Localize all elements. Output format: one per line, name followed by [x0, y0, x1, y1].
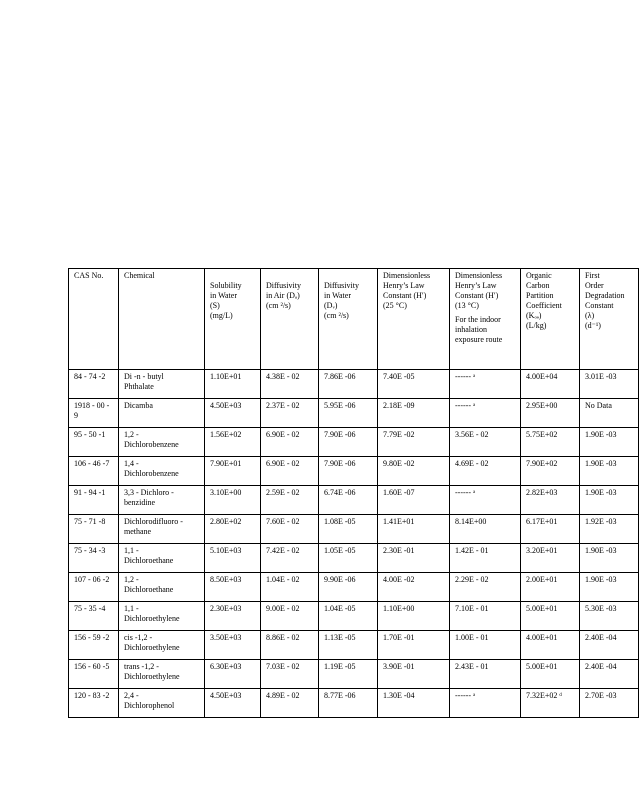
solubility-cell: 1.10E+01	[205, 370, 261, 399]
henry-25c-cell: 2.30E -01	[378, 544, 450, 573]
solubility-cell: 2.80E+02	[205, 515, 261, 544]
chemical-cell	[119, 631, 205, 660]
henry-25c-cell: 9.80E -02	[378, 457, 450, 486]
koc-cell: 3.20E+01	[521, 544, 580, 573]
header-chemical: Chemical	[119, 269, 205, 370]
diffusivity-water-cell: 5.95E -06	[319, 399, 378, 428]
diffusivity-air-cell: 2.59E - 02	[261, 486, 319, 515]
koc-cell: 7.32E+02 ᵈ	[521, 689, 580, 718]
chemical-name-line: 1,4 -	[124, 459, 139, 468]
chemical-name-line: Dichloroethane	[124, 556, 174, 565]
table-row	[69, 602, 639, 631]
chemical-name-line: benzidine	[124, 498, 156, 507]
chemical-name-line: trans -1,2 -	[124, 662, 159, 671]
solubility-cell: 7.90E+01	[205, 457, 261, 486]
diffusivity-water-cell: 7.86E -06	[319, 370, 378, 399]
cas-cell: 75 - 71 -8	[69, 515, 119, 544]
henry-25c-cell: 4.00E -02	[378, 573, 450, 602]
diffusivity-air-cell: 2.37E - 02	[261, 399, 319, 428]
chemical-name-line: Dichloroethane	[124, 585, 174, 594]
chemical-name-line: Phthalate	[124, 382, 154, 391]
degradation-cell: 1.92E -03	[580, 515, 639, 544]
henry-13c-cell: 2.29E - 02	[450, 573, 521, 602]
header-diffusivity-water: Diffusivity in Water (Dᵥ) (cm ²/s)	[319, 269, 378, 370]
henry-25c-cell: 1.60E -07	[378, 486, 450, 515]
diffusivity-water-cell: 1.13E -05	[319, 631, 378, 660]
chemical-cell	[119, 399, 205, 428]
header-solubility: Solubility in Water (S) (mg/L)	[205, 269, 261, 370]
chemical-name-line: cis -1,2 -	[124, 633, 153, 642]
cas-cell: 120 - 83 -2	[69, 689, 119, 718]
diffusivity-air-cell: 7.03E - 02	[261, 660, 319, 689]
chemical-name-line: Dichloroethylene	[124, 614, 180, 623]
henry-13c-cell: 7.10E - 01	[450, 602, 521, 631]
solubility-cell: 3.50E+03	[205, 631, 261, 660]
diffusivity-water-cell: 1.04E -05	[319, 602, 378, 631]
solubility-cell: 5.10E+03	[205, 544, 261, 573]
diffusivity-water-cell: 1.08E -05	[319, 515, 378, 544]
henry-13c-cell: 8.14E+00	[450, 515, 521, 544]
henry-13c-cell: ------ ᵃ	[450, 370, 521, 399]
cas-cell: 106 - 46 -7	[69, 457, 119, 486]
chemical-properties-table	[68, 268, 639, 718]
chemical-name-line: 1,1 -	[124, 604, 139, 613]
cas-cell: 156 - 59 -2	[69, 631, 119, 660]
diffusivity-air-cell: 1.04E - 02	[261, 573, 319, 602]
cas-cell: 95 - 50 -1	[69, 428, 119, 457]
chemical-name-line: Dichlorodifluoro -	[124, 517, 183, 526]
henry-13c-cell: 4.69E - 02	[450, 457, 521, 486]
henry-25c-cell: 3.90E -01	[378, 660, 450, 689]
diffusivity-water-cell: 7.90E -06	[319, 428, 378, 457]
chemical-cell	[119, 515, 205, 544]
header-diffusivity-air: Diffusivity in Air (Dₐ) (cm ²/s)	[261, 269, 319, 370]
henry-13c-cell: ------ ᵃ	[450, 399, 521, 428]
chemical-cell	[119, 573, 205, 602]
chemical-cell	[119, 544, 205, 573]
chemical-cell	[119, 660, 205, 689]
henry-25c-cell: 1.70E -01	[378, 631, 450, 660]
cas-cell: 1918 - 00 - 9	[69, 399, 119, 428]
degradation-cell: 2.70E -03	[580, 689, 639, 718]
koc-cell: 4.00E+04	[521, 370, 580, 399]
degradation-cell: 1.90E -03	[580, 573, 639, 602]
chemical-name-line: Dichlorobenzene	[124, 469, 179, 478]
cas-cell: 107 - 06 -2	[69, 573, 119, 602]
diffusivity-air-cell: 7.42E - 02	[261, 544, 319, 573]
koc-cell: 2.82E+03	[521, 486, 580, 515]
henry-25c-cell: 1.30E -04	[378, 689, 450, 718]
koc-cell: 7.90E+02	[521, 457, 580, 486]
chemical-cell	[119, 457, 205, 486]
cas-cell: 75 - 35 -4	[69, 602, 119, 631]
table-row	[69, 573, 639, 602]
chemical-name-line: 1,2 -	[124, 575, 139, 584]
henry-25c-cell: 7.40E -05	[378, 370, 450, 399]
cas-cell: 156 - 60 -5	[69, 660, 119, 689]
table-row	[69, 660, 639, 689]
table-row	[69, 544, 639, 573]
henry-13c-cell: 3.56E - 02	[450, 428, 521, 457]
diffusivity-air-cell: 6.90E - 02	[261, 457, 319, 486]
table-row	[69, 428, 639, 457]
cas-cell: 91 - 94 -1	[69, 486, 119, 515]
chemical-name-line: Di -n - butyl	[124, 372, 164, 381]
diffusivity-air-cell: 7.60E - 02	[261, 515, 319, 544]
degradation-cell: 1.90E -03	[580, 544, 639, 573]
chemical-cell	[119, 370, 205, 399]
koc-cell: 5.00E+01	[521, 602, 580, 631]
diffusivity-water-cell: 8.77E -06	[319, 689, 378, 718]
diffusivity-air-cell: 8.86E - 02	[261, 631, 319, 660]
header-degradation-constant: First Order Degradation Constant (λ) (d⁻¹)	[580, 269, 639, 370]
diffusivity-water-cell: 1.19E -05	[319, 660, 378, 689]
chemical-name-line: Dichlorophenol	[124, 701, 175, 710]
solubility-cell: 2.30E+03	[205, 602, 261, 631]
degradation-cell: 1.90E -03	[580, 428, 639, 457]
chemical-name-line: Dichlorobenzene	[124, 440, 179, 449]
degradation-cell: 1.90E -03	[580, 457, 639, 486]
koc-cell: 5.75E+02	[521, 428, 580, 457]
solubility-cell: 4.50E+03	[205, 689, 261, 718]
chemical-cell	[119, 689, 205, 718]
henry-13c-cell: ------ ᵃ	[450, 689, 521, 718]
diffusivity-air-cell: 4.89E - 02	[261, 689, 319, 718]
diffusivity-water-cell: 7.90E -06	[319, 457, 378, 486]
diffusivity-air-cell: 6.90E - 02	[261, 428, 319, 457]
table-body	[69, 370, 639, 718]
degradation-cell: 3.01E -03	[580, 370, 639, 399]
chemical-cell	[119, 602, 205, 631]
indoor-inhalation-note: For the indoor inhalation exposure route	[455, 315, 503, 344]
solubility-cell: 6.30E+03	[205, 660, 261, 689]
chemical-cell	[119, 486, 205, 515]
diffusivity-air-cell: 9.00E - 02	[261, 602, 319, 631]
table-row	[69, 370, 639, 399]
header-row	[69, 269, 639, 370]
degradation-cell: 2.40E -04	[580, 660, 639, 689]
table-row	[69, 515, 639, 544]
header-koc: Organic Carbon Partition Coefficient (Kₒₔ) (L/kg)	[521, 269, 580, 370]
henry-25c-cell: 1.10E+00	[378, 602, 450, 631]
diffusivity-water-cell: 6.74E -06	[319, 486, 378, 515]
henry-25c-cell: 1.41E+01	[378, 515, 450, 544]
degradation-cell: 2.40E -04	[580, 631, 639, 660]
chemical-name-line: methane	[124, 527, 152, 536]
koc-cell: 2.95E+00	[521, 399, 580, 428]
henry-13c-cell: 2.43E - 01	[450, 660, 521, 689]
henry-13c-cell: ------ ᵃ	[450, 486, 521, 515]
cas-cell: 75 - 34 -3	[69, 544, 119, 573]
table-row	[69, 631, 639, 660]
chemical-cell	[119, 428, 205, 457]
henry-13c-cell: 1.00E - 01	[450, 631, 521, 660]
table-row	[69, 486, 639, 515]
table-row	[69, 457, 639, 486]
header-cas: CAS No.	[69, 269, 119, 370]
degradation-cell: No Data	[580, 399, 639, 428]
koc-cell: 2.00E+01	[521, 573, 580, 602]
table-row	[69, 399, 639, 428]
koc-cell: 6.17E+01	[521, 515, 580, 544]
solubility-cell: 1.56E+02	[205, 428, 261, 457]
chemical-name-line: Dichloroethylene	[124, 672, 180, 681]
diffusivity-water-cell: 1.05E -05	[319, 544, 378, 573]
chemical-name-line: 2,4 -	[124, 691, 139, 700]
henry-25c-cell: 7.79E -02	[378, 428, 450, 457]
degradation-cell: 5.30E -03	[580, 602, 639, 631]
chemical-name-line: 3,3 - Dichloro -	[124, 488, 174, 497]
solubility-cell: 3.10E+00	[205, 486, 261, 515]
henry-25c-cell: 2.18E -09	[378, 399, 450, 428]
diffusivity-air-cell: 4.38E - 02	[261, 370, 319, 399]
chemical-name-line: 1,2 -	[124, 430, 139, 439]
chemical-name-line: 1,1 -	[124, 546, 139, 555]
table-row	[69, 689, 639, 718]
henry-13c-cell: 1.42E - 01	[450, 544, 521, 573]
chemical-name-line: Dicamba	[124, 401, 153, 410]
degradation-cell: 1.90E -03	[580, 486, 639, 515]
header-henry-13c: Dimensionless Henry’s Law Constant (H′) (13 °C) For the indoor inhalation exposure route	[450, 269, 521, 370]
koc-cell: 5.00E+01	[521, 660, 580, 689]
chemical-name-line: Dichloroethylene	[124, 643, 180, 652]
koc-cell: 4.00E+01	[521, 631, 580, 660]
solubility-cell: 4.50E+03	[205, 399, 261, 428]
header-henry-25c: Dimensionless Henry’s Law Constant (H′) (25 °C)	[378, 269, 450, 370]
cas-cell: 84 - 74 -2	[69, 370, 119, 399]
diffusivity-water-cell: 9.90E -06	[319, 573, 378, 602]
solubility-cell: 8.50E+03	[205, 573, 261, 602]
